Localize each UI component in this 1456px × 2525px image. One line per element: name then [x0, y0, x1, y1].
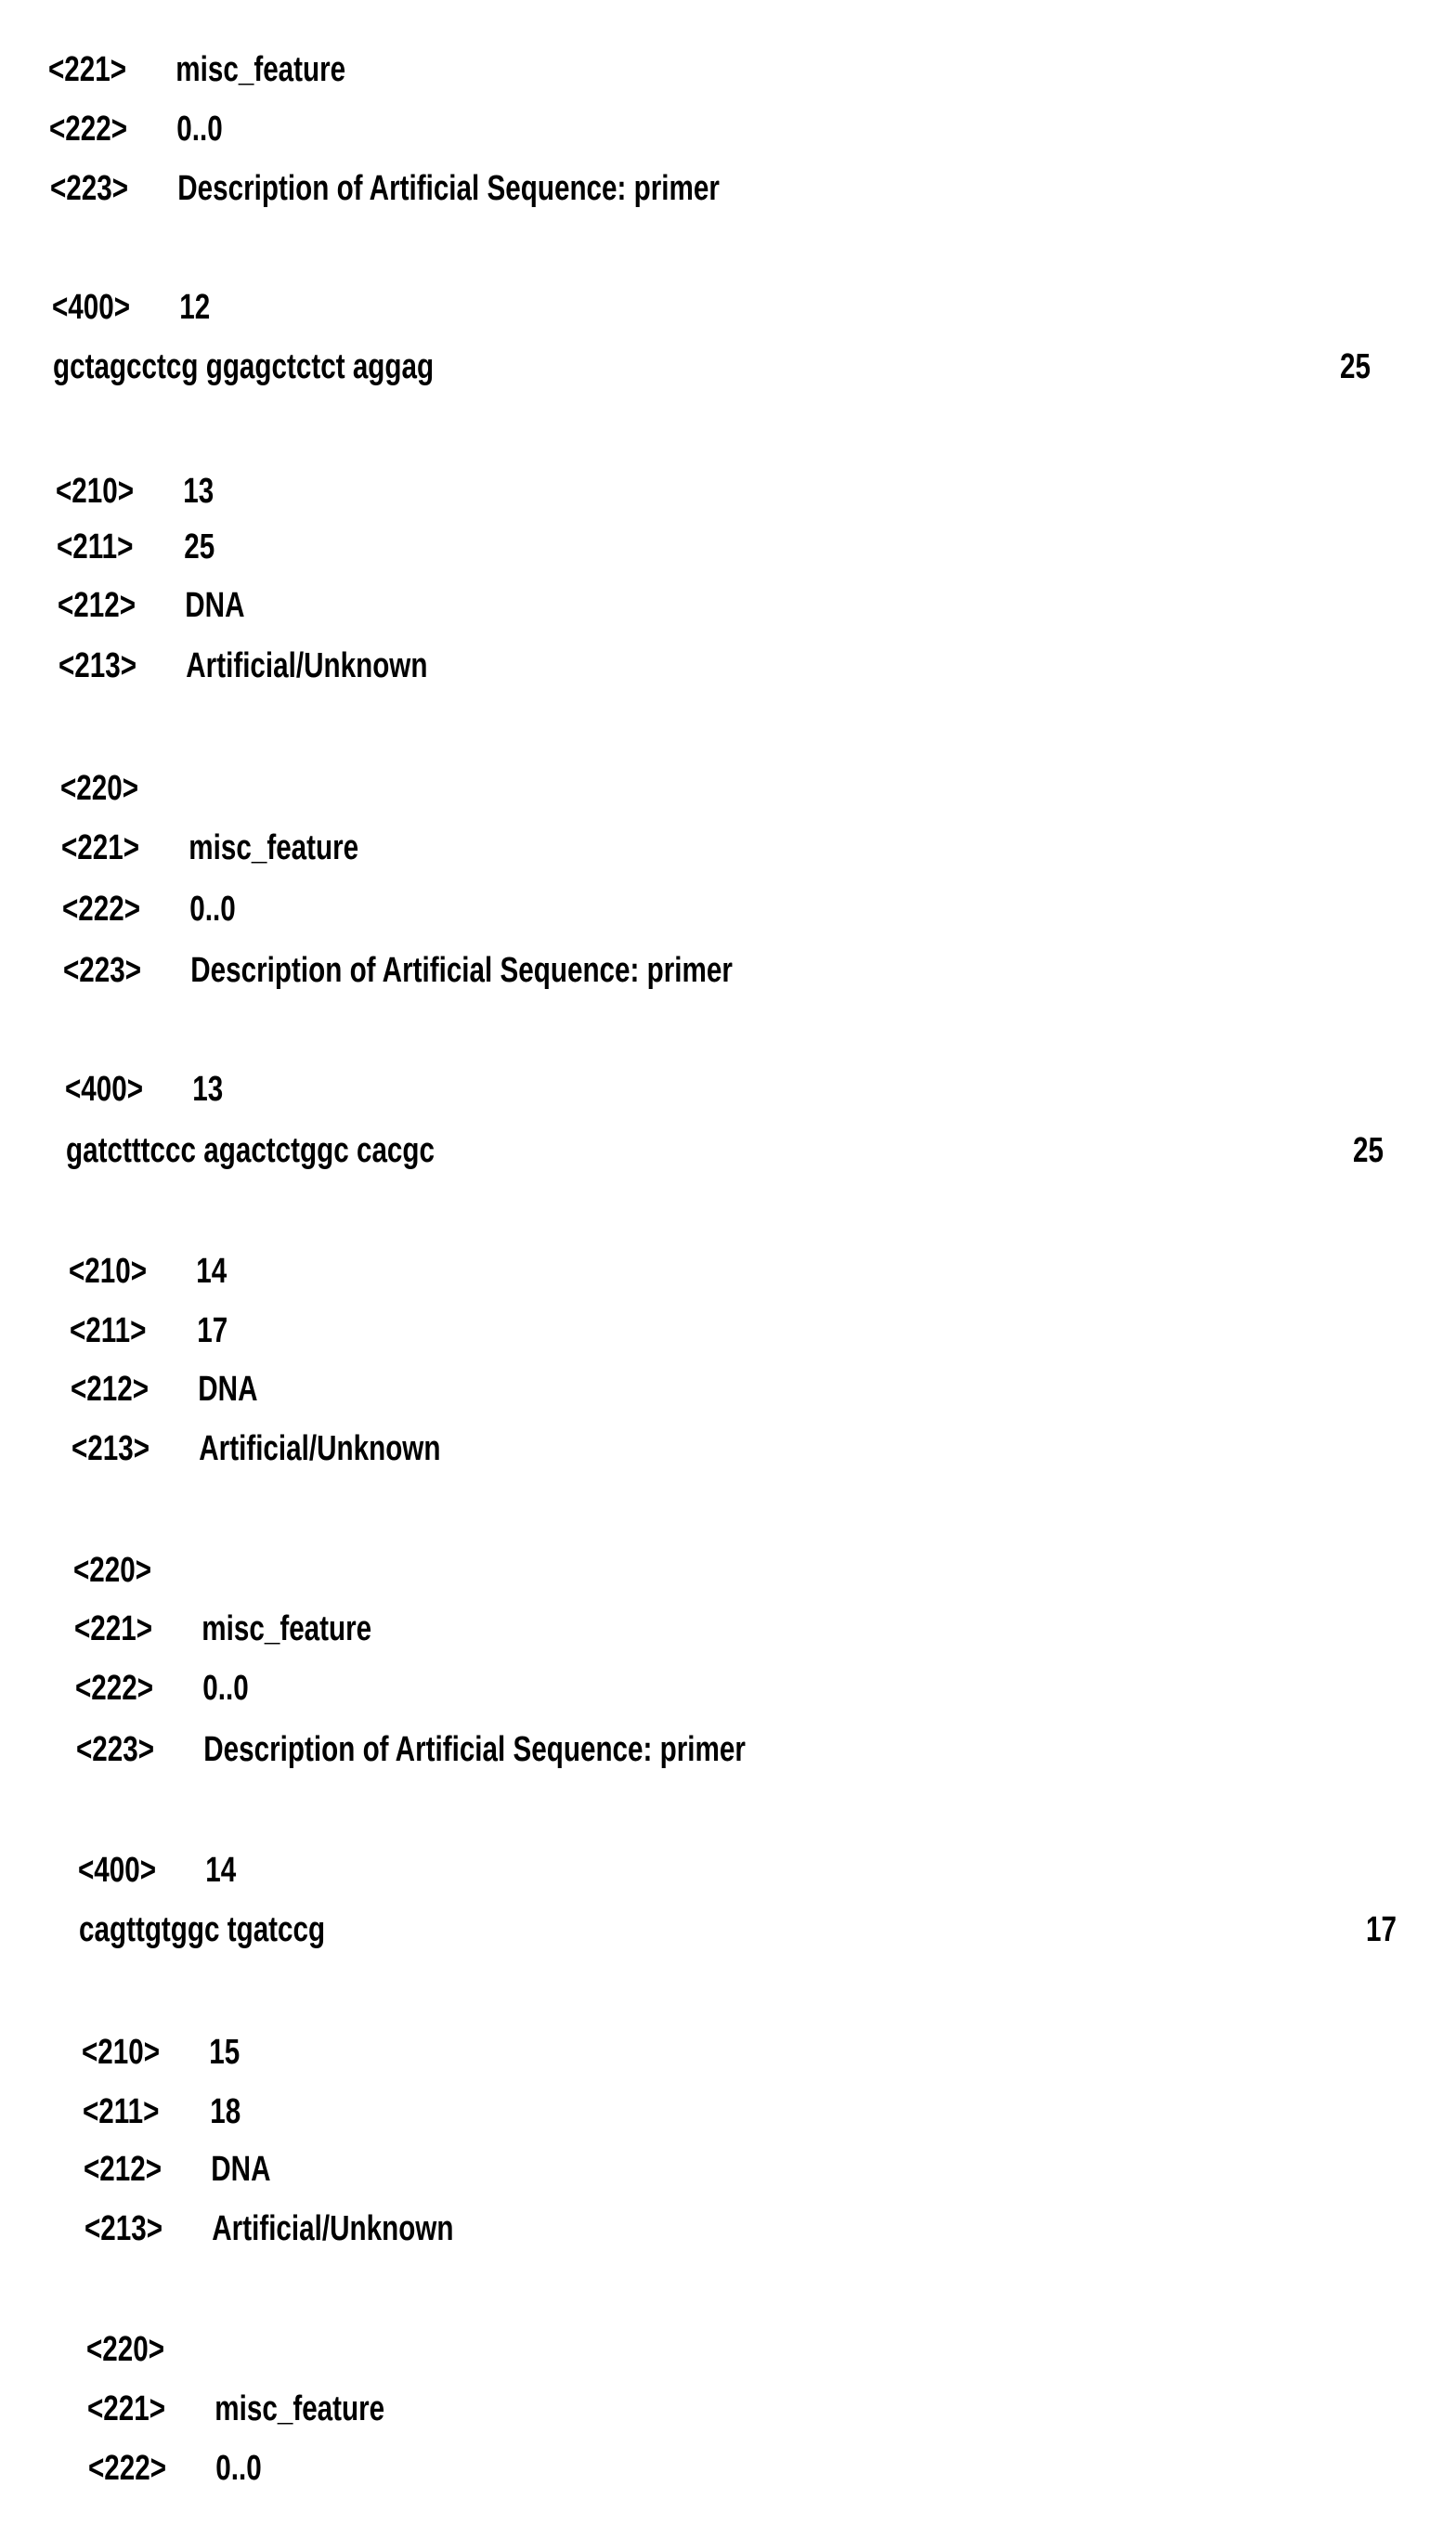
field-value: misc_feature	[188, 828, 358, 867]
field-line	[58, 585, 244, 626]
field-line	[76, 1729, 746, 1770]
field-value: 0..0	[215, 2449, 261, 2488]
field-line	[49, 109, 223, 150]
field-tag: <211>	[83, 2091, 210, 2132]
field-value: Artificial/Unknown	[186, 646, 427, 685]
field-line	[60, 768, 188, 809]
field-line	[48, 49, 345, 90]
field-line	[69, 1251, 227, 1292]
field-line	[78, 1850, 236, 1891]
field-line	[50, 168, 720, 209]
field-tag: <221>	[48, 49, 176, 90]
field-tag: <222>	[75, 1668, 202, 1709]
field-tag: <211>	[70, 1310, 197, 1351]
sequence-length: 25	[1340, 346, 1371, 387]
field-value: 0..0	[176, 110, 222, 149]
field-line	[82, 2032, 240, 2073]
field-line	[72, 1428, 440, 1469]
field-tag: <210>	[82, 2032, 209, 2073]
sequence-line: gctagcctcg ggagctctct aggag	[53, 346, 434, 387]
field-tag: <212>	[58, 585, 185, 626]
field-value: 0..0	[189, 890, 235, 929]
field-tag: <220>	[73, 1550, 201, 1591]
field-value: DNA	[198, 1370, 257, 1409]
field-value: Description of Artificial Sequence: primer	[177, 169, 720, 208]
field-line	[87, 2388, 384, 2429]
field-value: DNA	[211, 2150, 270, 2189]
field-tag: <222>	[88, 2448, 215, 2489]
field-line	[84, 2149, 270, 2190]
field-tag: <210>	[56, 471, 183, 512]
field-tag: <220>	[86, 2329, 214, 2370]
field-value: Description of Artificial Sequence: primer	[203, 1730, 746, 1769]
field-value: DNA	[185, 586, 244, 625]
field-value: 13	[193, 1070, 224, 1109]
field-line	[88, 2448, 262, 2489]
field-value: 15	[209, 2033, 240, 2072]
field-value: 17	[197, 1311, 228, 1350]
field-value: Artificial/Unknown	[212, 2209, 453, 2248]
field-value: 18	[210, 2092, 240, 2131]
field-line	[58, 645, 427, 686]
sequence-length: 17	[1366, 1909, 1397, 1950]
field-line	[52, 287, 210, 328]
field-tag: <211>	[57, 527, 184, 567]
field-tag: <213>	[84, 2208, 212, 2249]
field-value: misc_feature	[214, 2389, 384, 2428]
field-tag: <221>	[74, 1608, 202, 1649]
field-line	[62, 889, 236, 930]
field-value: 14	[196, 1252, 227, 1291]
field-line	[65, 1069, 223, 1110]
field-line	[56, 471, 214, 512]
field-value: misc_feature	[202, 1609, 371, 1648]
sequence-line: gatctttccc agactctggc cacgc	[66, 1130, 435, 1171]
field-line	[83, 2091, 240, 2132]
field-value: misc_feature	[176, 50, 345, 89]
sequence-line: cagttgtggc tgatccg	[79, 1909, 325, 1950]
sequence-length: 25	[1353, 1130, 1384, 1171]
field-value: 14	[206, 1851, 237, 1890]
field-tag: <221>	[87, 2388, 214, 2429]
field-line	[86, 2329, 214, 2370]
field-tag: <212>	[84, 2149, 211, 2190]
field-line	[61, 827, 358, 868]
field-line	[74, 1608, 371, 1649]
field-line	[84, 2208, 453, 2249]
field-tag: <400>	[78, 1850, 205, 1891]
field-tag: <223>	[63, 950, 190, 991]
field-tag: <400>	[52, 287, 179, 328]
field-tag: <220>	[60, 768, 188, 809]
field-tag: <210>	[69, 1251, 196, 1292]
field-line	[57, 527, 214, 567]
field-value: 12	[180, 288, 211, 327]
field-tag: <221>	[61, 827, 188, 868]
field-line	[63, 950, 733, 991]
field-tag: <213>	[72, 1428, 199, 1469]
field-value: 25	[184, 527, 214, 566]
field-tag: <212>	[71, 1369, 198, 1410]
field-tag: <213>	[58, 645, 186, 686]
field-line	[71, 1369, 257, 1410]
field-value: Artificial/Unknown	[199, 1429, 440, 1468]
field-line	[73, 1550, 201, 1591]
field-tag: <400>	[65, 1069, 192, 1110]
field-value: 13	[183, 472, 214, 511]
field-tag: <222>	[62, 889, 189, 930]
field-value: Description of Artificial Sequence: primer	[190, 951, 733, 990]
field-line	[75, 1668, 249, 1709]
field-line	[70, 1310, 228, 1351]
field-tag: <222>	[49, 109, 176, 150]
field-tag: <223>	[50, 168, 177, 209]
field-value: 0..0	[202, 1669, 248, 1708]
field-tag: <223>	[76, 1729, 203, 1770]
